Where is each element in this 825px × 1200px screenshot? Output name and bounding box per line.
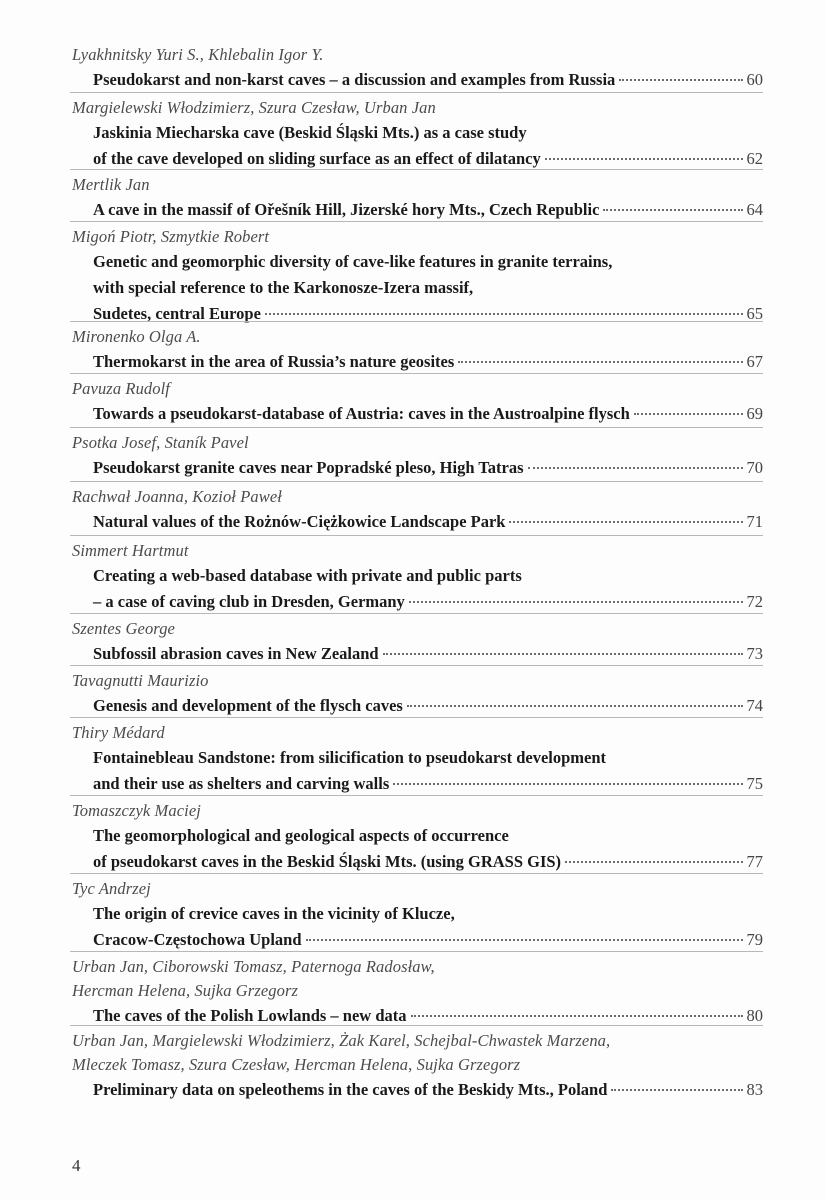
entry-title-line (93, 849, 763, 875)
entry-page-number: 70 (746, 458, 763, 477)
entry-title-line (93, 120, 763, 146)
entry-title: Jaskinia Miecharska cave (Beskid Śląski Mts.) as a case study (93, 123, 527, 142)
entry-title: Creating a web-based database with private and public parts (93, 566, 522, 585)
toc-entry (0, 485, 825, 535)
toc-entry (0, 617, 825, 667)
entry-title: with special reference to the Karkonosze-Izera massif, (93, 278, 474, 297)
entry-title-line (93, 563, 763, 589)
dot-leader (393, 783, 742, 785)
dot-leader (265, 313, 743, 315)
toc-entry (0, 377, 825, 427)
entry-title-line (93, 455, 763, 481)
entry-page-number: 67 (746, 352, 763, 371)
dot-leader (407, 705, 743, 707)
entry-title: The origin of crevice caves in the vicinity of Klucze, (93, 904, 455, 923)
entry-title-line (93, 693, 763, 719)
entry-title: The geomorphological and geological aspects of occurrence (93, 826, 509, 845)
entry-authors: Psotka Josef, Staník Pavel (72, 433, 249, 452)
entry-page-number: 60 (746, 70, 763, 89)
dot-leader (634, 413, 743, 415)
entry-authors: Rachwał Joanna, Kozioł Paweł (72, 487, 282, 506)
entry-title: Sudetes, central Europe (93, 304, 261, 323)
entry-title: – a case of caving club in Dresden, Germany (93, 592, 405, 611)
dot-leader (409, 601, 743, 603)
entry-authors: Hercman Helena, Sujka Grzegorz (72, 981, 299, 1000)
toc-entry (0, 43, 825, 93)
entry-page-number: 74 (746, 696, 763, 715)
entry-title: Pseudokarst granite caves near Popradské pleso, High Tatras (93, 458, 524, 477)
entry-page-number: 77 (746, 852, 763, 871)
dot-leader (545, 158, 743, 160)
entry-title-line (93, 1077, 763, 1103)
entry-title: Preliminary data on speleothems in the caves of the Beskidy Mts., Poland (93, 1080, 608, 1099)
entry-page-number: 71 (746, 512, 763, 531)
entry-authors: Mleczek Tomasz, Szura Czesław, Hercman Helena, Sujka Grzegorz (72, 1055, 521, 1074)
entry-title: of pseudokarst caves in the Beskid Śląski Mts. (using GRASS GIS) (93, 852, 562, 871)
entry-title: Cracow-Częstochowa Upland (93, 930, 302, 949)
entry-page-number: 83 (746, 1080, 763, 1099)
entry-title: A cave in the massif of Ořešník Hill, Jizerské hory Mts., Czech Republic (93, 200, 600, 219)
entry-title-line (93, 301, 763, 327)
entry-page-number: 72 (746, 592, 763, 611)
entry-title-line (93, 67, 763, 93)
entry-title: Thermokarst in the area of Russia’s nature geosites (93, 352, 455, 371)
entry-authors: Urban Jan, Ciborowski Tomasz, Paternoga Radosław, (72, 957, 435, 976)
entry-title-line (93, 901, 763, 927)
entry-authors: Tavagnutti Maurizio (72, 671, 209, 690)
toc-entry (0, 799, 825, 875)
entry-title-line (93, 275, 763, 301)
entry-title-line (93, 349, 763, 375)
dot-leader (619, 79, 742, 81)
entry-title: Genetic and geomorphic diversity of cave-like features in granite terrains, (93, 252, 613, 271)
entry-page-number: 80 (746, 1006, 763, 1025)
entry-authors: Thiry Médard (72, 723, 165, 742)
dot-leader (565, 861, 742, 863)
entry-title-line (93, 589, 763, 615)
entry-title: Towards a pseudokarst-database of Austria: caves in the Austroalpine flysch (93, 404, 630, 423)
entry-page-number: 79 (746, 930, 763, 949)
toc-entry (0, 669, 825, 719)
entry-authors: Margielewski Włodzimierz, Szura Czesław, Urban Jan (72, 98, 436, 117)
toc-entry (0, 325, 825, 375)
entry-page-number: 65 (746, 304, 763, 323)
entry-authors: Tomaszczyk Maciej (72, 801, 201, 820)
entry-authors: Migoń Piotr, Szmytkie Robert (72, 227, 270, 246)
entry-page-number: 75 (746, 774, 763, 793)
entry-page-number: 69 (746, 404, 763, 423)
toc-entry (0, 721, 825, 797)
entry-authors: Lyakhnitsky Yuri S., Khlebalin Igor Y. (72, 45, 324, 64)
entry-title: Natural values of the Rożnów-Ciężkowice Landscape Park (93, 512, 506, 531)
dot-leader (383, 653, 743, 655)
entry-title-line (93, 823, 763, 849)
entry-title: and their use as shelters and carving walls (93, 774, 390, 793)
dot-leader (611, 1089, 742, 1091)
toc-entry (0, 955, 825, 1029)
entry-title-line (93, 927, 763, 953)
toc-entry (0, 173, 825, 223)
dot-leader (306, 939, 743, 941)
entry-title-line (93, 745, 763, 771)
entry-page-number: 62 (746, 149, 763, 168)
entry-title-line (93, 401, 763, 427)
entry-page-number: 64 (746, 200, 763, 219)
entry-authors: Pavuza Rudolf (72, 379, 170, 398)
entry-title: of the cave developed on sliding surface as an effect of dilatancy (93, 149, 541, 168)
entry-authors: Szentes George (72, 619, 175, 638)
dot-leader (603, 209, 742, 211)
toc-entry (0, 431, 825, 481)
entry-title: Pseudokarst and non-karst caves – a discussion and examples from Russia (93, 70, 616, 89)
dot-leader (528, 467, 743, 469)
toc-entry (0, 1029, 825, 1103)
entry-title: Fontainebleau Sandstone: from silicification to pseudokarst development (93, 748, 607, 767)
entry-authors: Simmert Hartmut (72, 541, 189, 560)
entry-title-line (93, 509, 763, 535)
entry-authors: Mertlik Jan (72, 175, 150, 194)
dot-leader (411, 1015, 743, 1017)
page-number-footer: 4 (72, 1156, 81, 1175)
entry-title: Subfossil abrasion caves in New Zealand (93, 644, 379, 663)
entry-title-line (93, 771, 763, 797)
entry-title: Genesis and development of the flysch caves (93, 696, 403, 715)
toc-entry (0, 877, 825, 953)
toc-entry (0, 539, 825, 615)
entry-authors: Urban Jan, Margielewski Włodzimierz, Żak Karel, Schejbal-Chwastek Marzena, (72, 1031, 611, 1050)
entry-authors: Mironenko Olga A. (72, 327, 201, 346)
entry-title-line (93, 641, 763, 667)
dot-leader (458, 361, 742, 363)
toc-entry (0, 225, 825, 327)
entry-title-line (93, 249, 763, 275)
dot-leader (509, 521, 742, 523)
entry-authors: Tyc Andrzej (72, 879, 151, 898)
entry-title-line (93, 197, 763, 223)
entry-page-number: 73 (746, 644, 763, 663)
toc-entry (0, 96, 825, 172)
entry-title: The caves of the Polish Lowlands – new data (93, 1006, 407, 1025)
